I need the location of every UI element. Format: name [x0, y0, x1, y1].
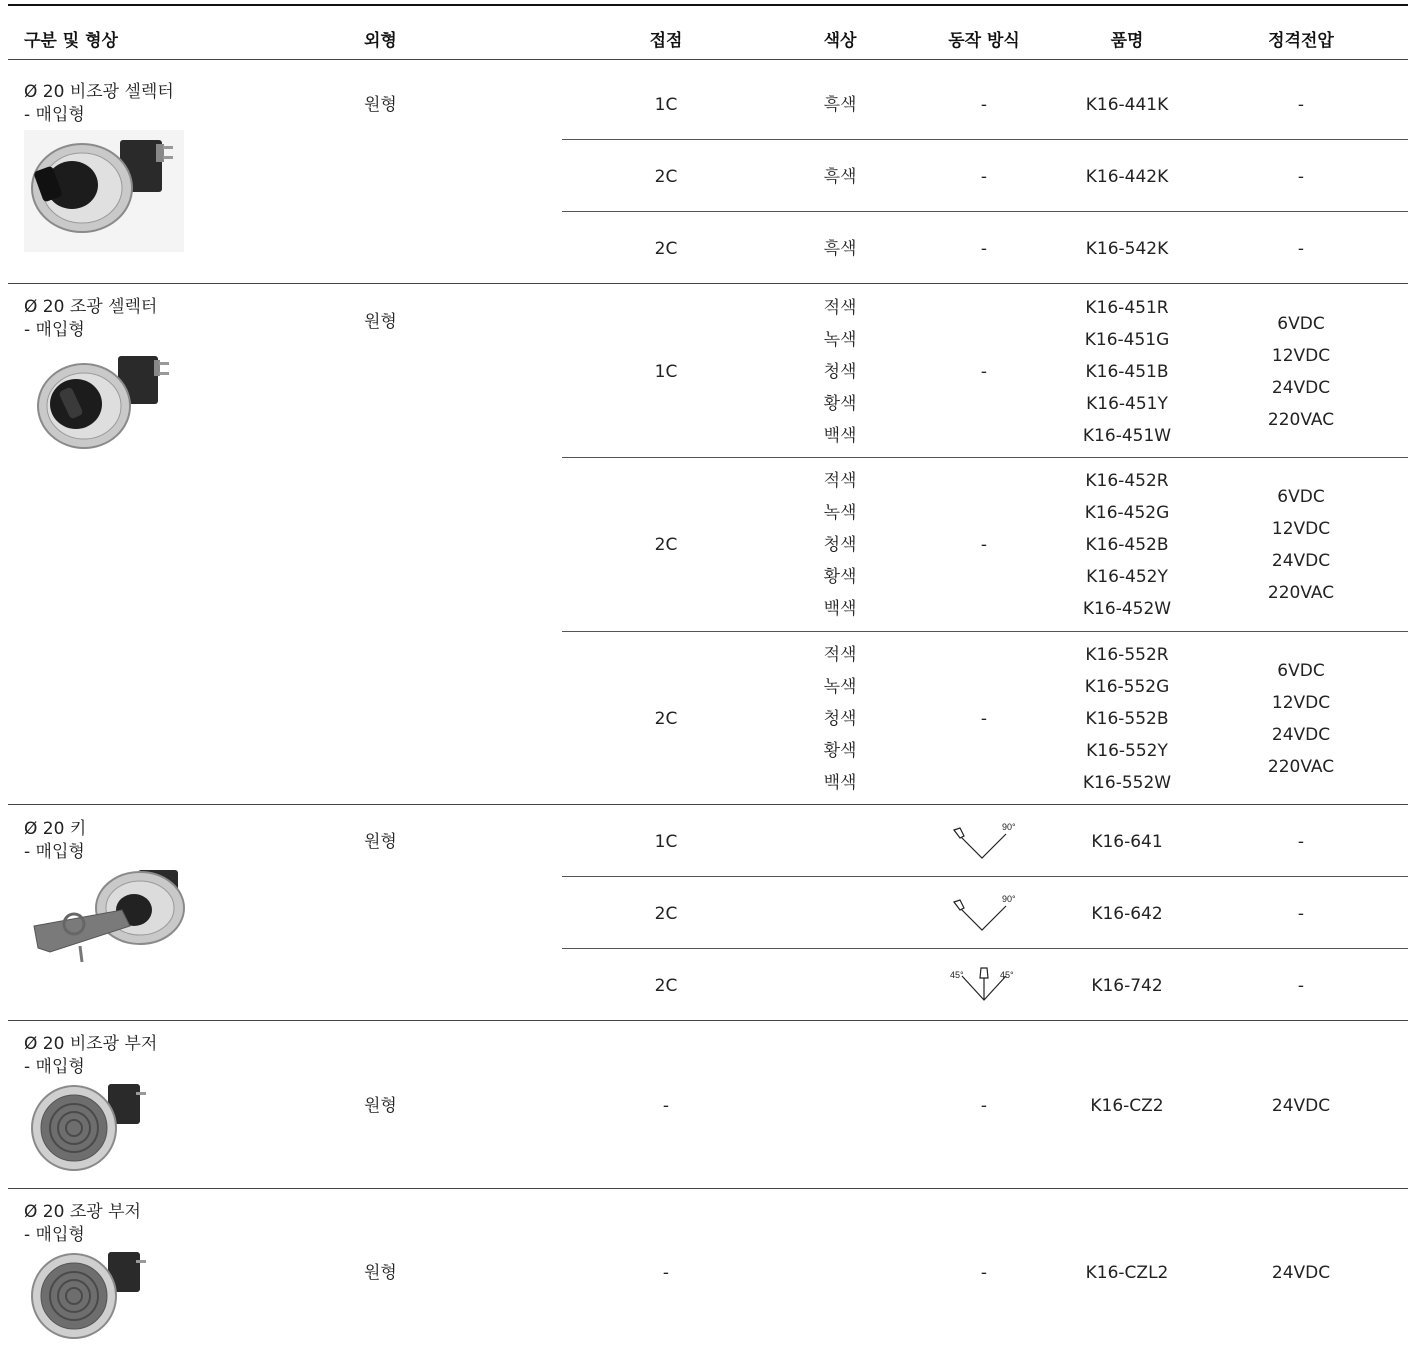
header-color: 색상 [823, 31, 857, 51]
contact-value: 2C [654, 709, 678, 729]
row-divider [562, 211, 1408, 212]
appearance-value: 원형 [364, 1096, 397, 1116]
model-value: K16-552R [1085, 645, 1169, 665]
key-90-degree-icon [950, 892, 1022, 936]
voltage-value: 12VDC [1271, 519, 1331, 539]
color-value: 백색 [823, 599, 857, 619]
illuminated-selector-switch-photo [34, 348, 176, 458]
model-value: K16-452R [1085, 471, 1169, 491]
color-value: 청색 [823, 362, 857, 382]
model-value: K16-451W [1082, 426, 1172, 446]
voltage-value: 24VDC [1271, 725, 1331, 745]
appearance-value: 원형 [364, 95, 397, 115]
model-value: K16-451Y [1086, 394, 1168, 414]
model-value: K16-552Y [1086, 741, 1168, 761]
group-subtitle: - 매입형 [24, 320, 85, 340]
color-value: 적색 [823, 645, 857, 665]
contact-value: 1C [654, 362, 678, 382]
contact-value: 2C [654, 239, 678, 259]
voltage-value: - [1297, 239, 1305, 259]
voltage-value: 12VDC [1271, 693, 1331, 713]
group-title: Ø 20 키 [24, 819, 87, 839]
angle-label: 90° [1002, 822, 1016, 832]
color-value: 흑색 [823, 167, 857, 187]
contact-value: - [662, 1263, 670, 1283]
group-subtitle: - 매입형 [24, 842, 85, 862]
header-category: 구분 및 형상 [24, 31, 118, 51]
color-value: 청색 [823, 709, 857, 729]
model-value: K16-451R [1085, 298, 1169, 318]
model-value: K16-452G [1084, 503, 1170, 523]
voltage-value: 220VAC [1267, 583, 1335, 603]
color-list [824, 465, 857, 625]
model-value: K16-451G [1084, 330, 1170, 350]
color-value: 흑색 [823, 95, 857, 115]
header-voltage: 정격전압 [1268, 31, 1334, 51]
model-value: K16-CZL2 [1085, 1263, 1169, 1283]
voltage-value: 220VAC [1267, 410, 1335, 430]
model-value: K16-452B [1085, 535, 1169, 555]
header-appearance: 외형 [364, 31, 397, 51]
row-divider [562, 948, 1408, 949]
voltage-value: - [1297, 832, 1305, 852]
appearance-value: 원형 [364, 312, 397, 332]
model-value: K16-552W [1082, 773, 1172, 793]
group-subtitle: - 매입형 [24, 1225, 85, 1245]
row-divider [562, 457, 1408, 458]
key-45-45-degree-icon [948, 962, 1024, 1006]
operation-value: - [980, 1096, 988, 1116]
operation-value: - [980, 535, 988, 555]
key-90-degree-icon [950, 820, 1022, 864]
operation-value: - [980, 239, 988, 259]
operation-value: - [980, 362, 988, 382]
color-list [824, 292, 857, 452]
color-value: 녹색 [823, 677, 857, 697]
voltage-value: 6VDC [1277, 314, 1325, 334]
voltage-value: - [1297, 95, 1305, 115]
voltage-value: 24VDC [1271, 551, 1331, 571]
color-value: 백색 [823, 773, 857, 793]
contact-value: 1C [654, 832, 678, 852]
voltage-value: - [1297, 976, 1305, 996]
color-value: 녹색 [823, 503, 857, 523]
model-list [1083, 465, 1171, 625]
row-divider [562, 139, 1408, 140]
model-value: K16-452W [1082, 599, 1172, 619]
key-switch-photo [30, 866, 190, 968]
group-title: Ø 20 비조광 셀렉터 [24, 82, 174, 102]
model-value: K16-552B [1085, 709, 1169, 729]
row-divider [562, 631, 1408, 632]
contact-value: 2C [654, 535, 678, 555]
voltage-value: - [1297, 904, 1305, 924]
color-value: 황색 [823, 741, 857, 761]
color-value: 황색 [823, 394, 857, 414]
group-divider [8, 804, 1408, 805]
header-divider [8, 59, 1408, 60]
voltage-value: 24VDC [1271, 378, 1331, 398]
group-subtitle: - 매입형 [24, 105, 85, 125]
model-value: K16-441K [1085, 95, 1169, 115]
header-operation: 동작 방식 [948, 31, 1020, 51]
color-value: 청색 [823, 535, 857, 555]
buzzer-photo [28, 1078, 152, 1174]
contact-value: 2C [654, 904, 678, 924]
color-value: 적색 [823, 471, 857, 491]
color-value: 흑색 [823, 239, 857, 259]
color-value: 적색 [823, 298, 857, 318]
voltage-value: 220VAC [1267, 757, 1335, 777]
model-list [1083, 639, 1171, 799]
color-value: 황색 [823, 567, 857, 587]
group-title: Ø 20 비조광 부저 [24, 1034, 158, 1054]
model-value: K16-542K [1085, 239, 1169, 259]
voltage-value: - [1297, 167, 1305, 187]
model-value: K16-CZ2 [1090, 1096, 1164, 1116]
model-value: K16-552G [1084, 677, 1170, 697]
model-value: K16-451B [1085, 362, 1169, 382]
model-value: K16-642 [1091, 904, 1163, 924]
voltage-list [1268, 308, 1334, 436]
operation-value: - [980, 167, 988, 187]
model-value: K16-452Y [1086, 567, 1168, 587]
group-title: Ø 20 조광 셀렉터 [24, 297, 158, 317]
angle-label-left: 45° [950, 970, 964, 980]
contact-value: - [662, 1096, 670, 1116]
voltage-value: 6VDC [1277, 661, 1325, 681]
group-divider [8, 1188, 1408, 1189]
appearance-value: 원형 [364, 832, 397, 852]
contact-value: 2C [654, 976, 678, 996]
group-title: Ø 20 조광 부저 [24, 1202, 141, 1222]
voltage-list [1268, 481, 1334, 609]
angle-label: 90° [1002, 894, 1016, 904]
operation-value: - [980, 1263, 988, 1283]
voltage-list [1268, 655, 1334, 783]
operation-value: - [980, 95, 988, 115]
row-divider [562, 876, 1408, 877]
model-value: K16-641 [1091, 832, 1163, 852]
color-value: 녹색 [823, 330, 857, 350]
illuminated-buzzer-photo [28, 1246, 152, 1342]
angle-label-right: 45° [1000, 970, 1014, 980]
group-subtitle: - 매입형 [24, 1057, 85, 1077]
color-value: 백색 [823, 426, 857, 446]
voltage-value: 24VDC [1271, 1263, 1331, 1283]
model-value: K16-442K [1085, 167, 1169, 187]
header-model: 품명 [1110, 31, 1144, 51]
color-list [824, 639, 857, 799]
appearance-value: 원형 [364, 1263, 397, 1283]
contact-value: 2C [654, 167, 678, 187]
table-top-rule [8, 4, 1408, 6]
model-list [1083, 292, 1171, 452]
non-illuminated-selector-switch-photo [24, 130, 184, 252]
group-divider [8, 1020, 1408, 1021]
voltage-value: 24VDC [1271, 1096, 1331, 1116]
model-value: K16-742 [1091, 976, 1163, 996]
voltage-value: 12VDC [1271, 346, 1331, 366]
header-contact: 접점 [649, 31, 683, 51]
operation-value: - [980, 709, 988, 729]
group-divider [8, 283, 1408, 284]
voltage-value: 6VDC [1277, 487, 1325, 507]
contact-value: 1C [654, 95, 678, 115]
